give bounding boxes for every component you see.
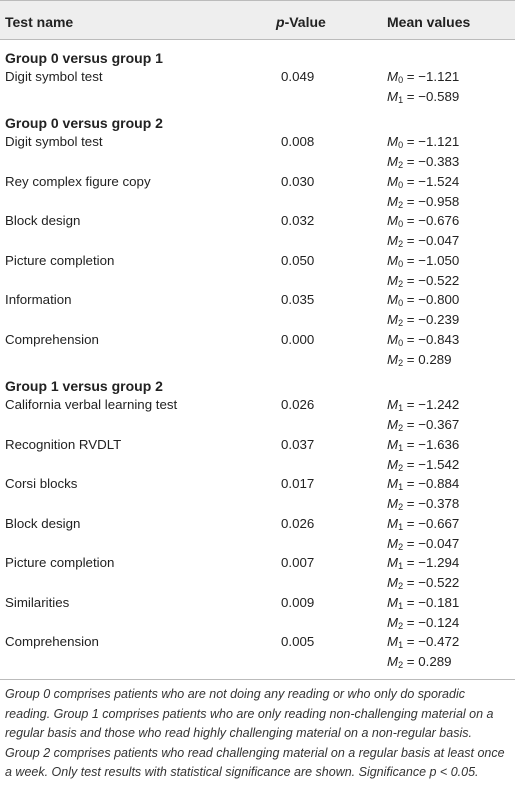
mean-subscript: 2: [398, 581, 404, 591]
mean-subscript: 2: [398, 462, 404, 473]
mean-symbol: M: [387, 292, 399, 307]
p-value-cell: 0.032: [281, 213, 315, 228]
p-value-cell: 0.037: [281, 436, 315, 452]
p-value-cell: 0.009: [281, 594, 315, 610]
p-value-cell: 0.050: [281, 252, 315, 268]
mean-value: = −0.239: [403, 312, 460, 327]
mean-value-cell: [387, 352, 452, 367]
mean-value: = −0.800: [403, 292, 460, 307]
test-name-cell: Block design: [5, 213, 81, 228]
mean-value: = −0.124: [403, 614, 460, 630]
p-value-cell: 0.007: [281, 555, 315, 570]
mean-value: = −0.181: [403, 594, 460, 610]
mean-symbol: M: [387, 614, 399, 630]
mean-symbol: M: [387, 89, 399, 104]
group-title: Group 0 versus group 1: [5, 50, 163, 66]
mean-value-cell: [387, 575, 459, 590]
p-value-cell: 0.026: [281, 515, 315, 531]
test-name-cell: Picture completion: [5, 555, 115, 570]
mean-subscript: 2: [398, 541, 404, 552]
mean-value-cell: [387, 654, 452, 669]
mean-value-cell: [387, 634, 459, 649]
table-footnote: Group 0 comprises patients who are not doing any reading or who only do sporadic reading. Group 1 comprises patients who are only reading non-challenging material on a regular basis and those who read highly challenging material on a non-regular basis. Group 2 comprises patients who read challenging material on a regular basis at least once a week. Only test results with statistical significance are shown. Significance p < 0.05.: [5, 687, 505, 780]
mean-value: = −0.667: [403, 515, 460, 531]
mean-subscript: 2: [398, 660, 404, 670]
mean-symbol: M: [387, 233, 399, 248]
mean-value: = −0.383: [403, 154, 460, 169]
mean-subscript: 1: [398, 640, 404, 650]
mean-symbol: M: [387, 535, 399, 551]
test-name-cell: Comprehension: [5, 634, 99, 649]
mean-value-cell: [387, 69, 459, 84]
mean-value: = −0.472: [403, 634, 460, 649]
table-row: [0, 476, 515, 516]
mean-subscript: 2: [398, 620, 404, 631]
test-name-cell: Digit symbol test: [5, 69, 103, 84]
test-name-cell: Picture completion: [5, 252, 115, 268]
mean-symbol: M: [387, 456, 399, 472]
table-row: [0, 397, 515, 437]
p-value-cell: 0.026: [281, 397, 315, 412]
group-title: Group 0 versus group 2: [5, 115, 163, 131]
mean-value-cell: [387, 174, 459, 189]
mean-value-cell: [387, 457, 459, 472]
test-name-cell: Recognition RVDLT: [5, 436, 122, 452]
mean-subscript: 1: [398, 521, 404, 532]
mean-value: = 0.289: [403, 654, 452, 669]
mean-symbol: M: [387, 134, 399, 149]
mean-value-cell: [387, 154, 459, 169]
header-p-rest: -Value: [284, 14, 326, 30]
mean-subscript: 0: [398, 298, 404, 308]
mean-symbol: M: [387, 351, 399, 367]
mean-value-cell: [387, 417, 459, 432]
table-row: [0, 213, 515, 253]
table-row: [0, 516, 515, 556]
mean-subscript: 1: [398, 442, 404, 453]
mean-value-cell: [387, 516, 459, 531]
p-value-cell: 0.017: [281, 476, 315, 491]
test-name-cell: Digit symbol test: [5, 134, 103, 149]
mean-subscript: 2: [398, 318, 404, 328]
header-test-name: Test name: [5, 14, 74, 30]
mean-symbol: M: [387, 555, 399, 570]
table-row: [0, 253, 515, 293]
mean-value: = 0.289: [403, 351, 452, 367]
mean-symbol: M: [387, 575, 399, 590]
mean-value-cell: [387, 194, 459, 209]
mean-value-cell: [387, 312, 459, 327]
mean-symbol: M: [387, 417, 399, 432]
mean-subscript: 2: [398, 160, 404, 170]
table-row: [0, 134, 515, 174]
p-value-cell: 0.005: [281, 634, 315, 649]
test-name-cell: Rey complex figure copy: [5, 173, 151, 189]
mean-value-cell: [387, 292, 459, 307]
mean-value: = −1.121: [403, 134, 460, 149]
table-row: [0, 555, 515, 595]
mean-value: = −0.047: [403, 233, 460, 248]
mean-subscript: 2: [398, 239, 404, 249]
p-value-cell: 0.049: [281, 69, 315, 84]
mean-symbol: M: [387, 654, 399, 669]
mean-symbol: M: [387, 193, 399, 209]
mean-symbol: M: [387, 594, 399, 610]
mean-value: = −0.522: [403, 575, 460, 590]
mean-value-cell: [387, 437, 459, 452]
header-p-value: [276, 14, 326, 30]
mean-value-cell: [387, 332, 459, 347]
group-title: Group 1 versus group 2: [5, 378, 163, 394]
mean-subscript: 0: [398, 179, 404, 190]
mean-subscript: 0: [398, 219, 404, 229]
mean-symbol: M: [387, 312, 399, 327]
mean-subscript: 1: [398, 561, 404, 571]
mean-symbol: M: [387, 69, 399, 84]
test-name-cell: Comprehension: [5, 331, 99, 347]
header-mean-values: Mean values: [387, 14, 471, 30]
mean-value: = −0.047: [403, 535, 460, 551]
mean-subscript: 1: [398, 403, 404, 413]
mean-symbol: M: [387, 397, 399, 412]
mean-subscript: 2: [398, 502, 404, 512]
mean-symbol: M: [387, 272, 399, 288]
mean-value: = −0.378: [403, 496, 460, 511]
table-row: [0, 595, 515, 635]
p-value-cell: 0.035: [281, 292, 315, 307]
mean-subscript: 0: [398, 258, 404, 269]
mean-value-cell: [387, 555, 459, 570]
table-row: [0, 292, 515, 332]
mean-value: = −0.589: [403, 89, 460, 104]
mean-value-cell: [387, 536, 459, 551]
mean-value: = −0.843: [403, 331, 460, 347]
mean-subscript: 2: [398, 423, 404, 433]
mean-subscript: 1: [398, 600, 404, 611]
mean-value: = −1.294: [403, 555, 460, 570]
p-value-cell: 0.008: [281, 134, 315, 149]
mean-subscript: 1: [398, 95, 404, 105]
mean-value: = −1.121: [403, 69, 460, 84]
mean-symbol: M: [387, 515, 399, 531]
mean-subscript: 0: [398, 140, 404, 150]
mean-value-cell: [387, 134, 459, 149]
table-row: [0, 332, 515, 372]
test-name-cell: Information: [5, 292, 72, 307]
mean-value-cell: [387, 397, 459, 412]
mean-value-cell: [387, 615, 459, 630]
header-p-italic: p: [276, 14, 285, 30]
mean-symbol: M: [387, 476, 399, 491]
mean-value: = −1.636: [403, 436, 460, 452]
mean-value: = −1.242: [403, 397, 460, 412]
mean-value: = −0.367: [403, 417, 460, 432]
mean-value: = −0.958: [403, 193, 460, 209]
mean-value: = −0.676: [403, 213, 460, 228]
mean-value: = −0.522: [403, 272, 460, 288]
mean-value-cell: [387, 233, 459, 248]
mean-subscript: 1: [398, 482, 404, 492]
mean-value: = −0.884: [403, 476, 460, 491]
mean-value-cell: [387, 89, 459, 104]
table-row: [0, 634, 515, 674]
mean-symbol: M: [387, 213, 399, 228]
mean-symbol: M: [387, 154, 399, 169]
mean-symbol: M: [387, 634, 399, 649]
mean-value-cell: [387, 273, 459, 288]
mean-subscript: 0: [398, 337, 404, 348]
p-value-cell: 0.030: [281, 173, 315, 189]
mean-value-cell: [387, 213, 459, 228]
mean-symbol: M: [387, 496, 399, 511]
mean-value: = −1.542: [403, 456, 460, 472]
table-row: [0, 437, 515, 477]
test-name-cell: Similarities: [5, 594, 70, 610]
mean-symbol: M: [387, 252, 399, 268]
mean-value-cell: [387, 253, 459, 268]
p-value-cell: 0.000: [281, 331, 315, 347]
mean-symbol: M: [387, 436, 399, 452]
test-name-cell: Block design: [5, 515, 81, 531]
mean-value: = −1.524: [403, 173, 460, 189]
table-header: [0, 0, 515, 40]
table-bottom-rule: [0, 679, 515, 680]
mean-subscript: 2: [398, 199, 404, 210]
mean-value-cell: [387, 476, 459, 491]
mean-value-cell: [387, 496, 459, 511]
table-row: [0, 69, 515, 109]
mean-value-cell: [387, 595, 459, 610]
mean-symbol: M: [387, 331, 399, 347]
table-row: [0, 174, 515, 214]
test-name-cell: Corsi blocks: [5, 476, 78, 491]
mean-subscript: 0: [398, 75, 404, 85]
mean-subscript: 2: [398, 278, 404, 289]
mean-value: = −1.050: [403, 252, 460, 268]
mean-symbol: M: [387, 173, 399, 189]
test-name-cell: California verbal learning test: [5, 397, 178, 412]
mean-subscript: 2: [398, 357, 404, 368]
